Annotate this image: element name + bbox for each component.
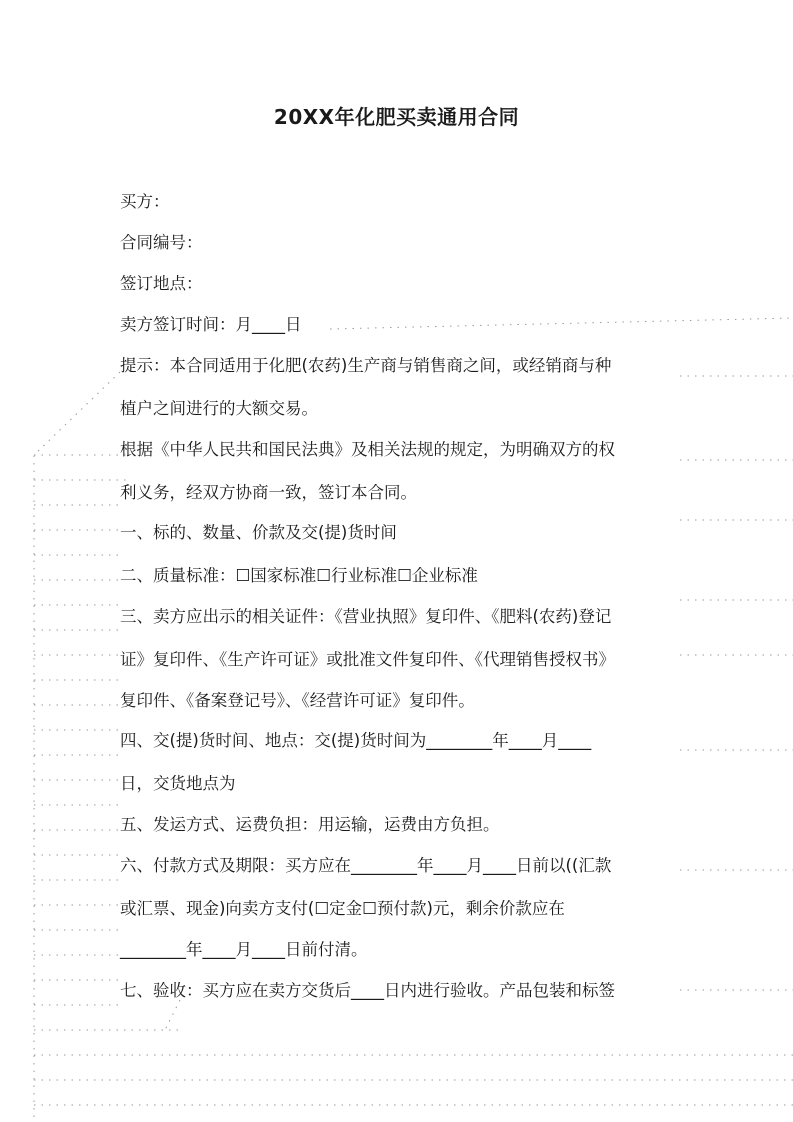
clause-heading: 三、卖方应出示的相关证件：《营业执照》复印件、《肥料(农药)登记 — [120, 607, 612, 626]
clause-heading: 二、质量标准：☐国家标准☐行业标准☐企业标准 — [120, 566, 478, 585]
signing-place-line: 签订地点： — [120, 274, 203, 293]
clause-heading: 四、交(提)货时间、地点：交(提)货时间为________年____月____ — [120, 731, 592, 750]
paragraph-line: 根据《中华人民共和国民法典》及相关法规的规定，为明确双方的权 — [120, 440, 615, 459]
clause-heading: 五、发运方式、运费负担：用运输，运费由方负担。 — [120, 815, 500, 834]
buyer-line: 买方： — [120, 192, 170, 211]
paragraph-line: 证》复印件、《生产许可证》或批准文件复印件、《代理销售授权书》 — [120, 650, 615, 669]
contract-number-line: 合同编号： — [120, 233, 203, 252]
clause-heading: 六、付款方式及期限：买方应在________年____月____日前以((汇款 — [120, 856, 612, 875]
clause-heading: 一、标的、数量、价款及交(提)货时间 — [120, 523, 397, 542]
paragraph-line: 或汇票、现金)向卖方支付(☐定金☐预付款)元，剩余价款应在 — [120, 899, 565, 918]
document-title: 20XX年化肥买卖通用合同 — [273, 105, 520, 129]
paragraph-line: 复印件、《备案登记号》、《经营许可证》复印件。 — [120, 691, 475, 710]
paragraph-line: 植户之间进行的大额交易。 — [120, 399, 318, 418]
clause-heading: 七、验收：买方应在卖方交货后____日内进行验收。产品包装和标签 — [120, 981, 615, 1000]
paragraph-line: ________年____月____日前付清。 — [120, 940, 368, 959]
paragraph-line: 日，交货地点为 — [120, 774, 236, 793]
paragraph-line: 利义务，经双方协商一致，签订本合同。 — [120, 483, 417, 502]
seller-signing-time-line: 卖方签订时间：月____日 — [120, 315, 302, 334]
paragraph-line: 提示：本合同适用于化肥(农药)生产商与销售商之间，或经销商与种 — [120, 356, 612, 375]
